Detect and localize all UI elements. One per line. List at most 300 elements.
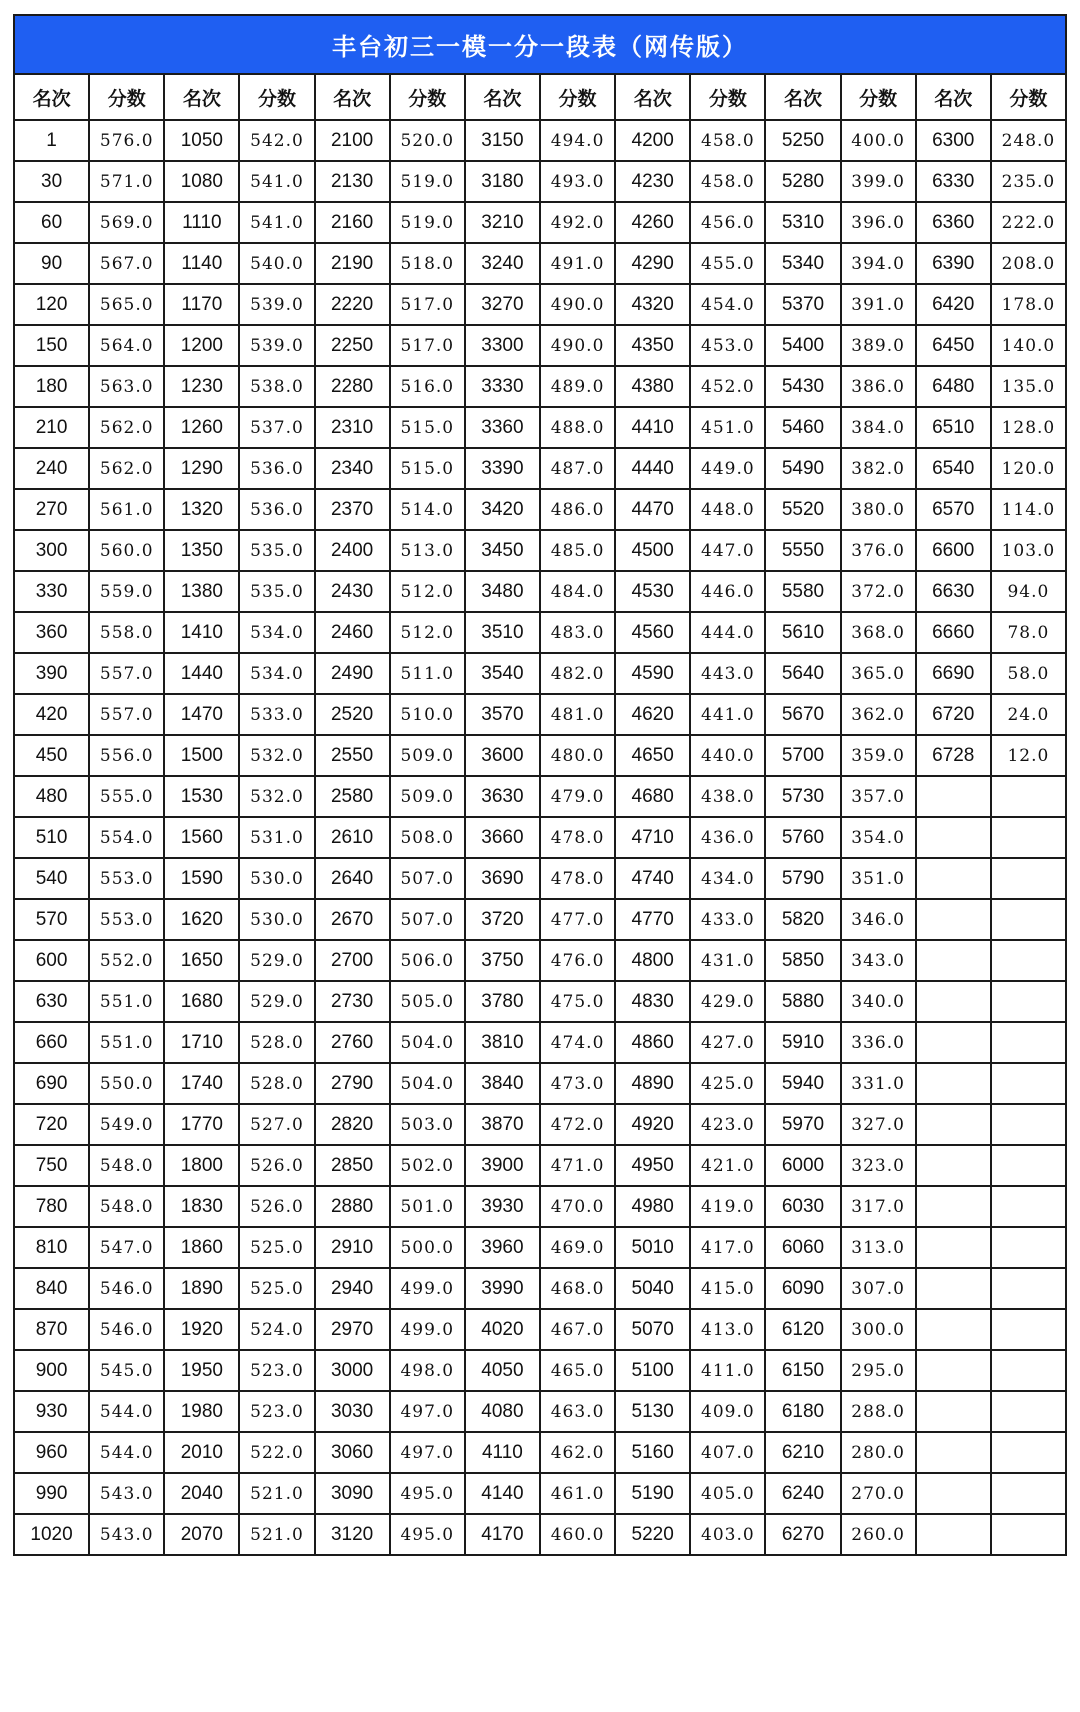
rank-cell: 150 <box>14 325 89 366</box>
rank-cell: 480 <box>14 776 89 817</box>
score-cell: 565.0 <box>89 284 164 325</box>
table-row <box>14 530 1066 571</box>
score-cell: 530.0 <box>239 858 314 899</box>
rank-cell: 1890 <box>164 1268 239 1309</box>
rank-cell: 5610 <box>765 612 840 653</box>
score-cell: 509.0 <box>390 776 465 817</box>
rank-cell <box>916 1309 991 1350</box>
rank-cell: 1800 <box>164 1145 239 1186</box>
rank-cell: 2310 <box>315 407 390 448</box>
rank-cell: 960 <box>14 1432 89 1473</box>
table-row <box>14 120 1066 161</box>
rank-cell: 840 <box>14 1268 89 1309</box>
score-cell: 463.0 <box>540 1391 615 1432</box>
table-row <box>14 694 1066 735</box>
score-cell: 103.0 <box>991 530 1066 571</box>
rank-cell: 90 <box>14 243 89 284</box>
rank-cell: 3210 <box>465 202 540 243</box>
score-cell: 534.0 <box>239 612 314 653</box>
score-cell <box>991 1268 1066 1309</box>
score-cell: 543.0 <box>89 1473 164 1514</box>
score-cell <box>991 1186 1066 1227</box>
table-row <box>14 858 1066 899</box>
header-score: 分数 <box>991 74 1066 120</box>
rank-cell: 6090 <box>765 1268 840 1309</box>
score-cell: 508.0 <box>390 817 465 858</box>
score-cell: 525.0 <box>239 1268 314 1309</box>
rank-cell: 510 <box>14 817 89 858</box>
rank-cell: 4230 <box>615 161 690 202</box>
score-cell: 551.0 <box>89 1022 164 1063</box>
score-cell: 551.0 <box>89 981 164 1022</box>
score-cell: 517.0 <box>390 284 465 325</box>
rank-cell: 2730 <box>315 981 390 1022</box>
score-cell: 567.0 <box>89 243 164 284</box>
score-cell: 516.0 <box>390 366 465 407</box>
rank-cell: 2550 <box>315 735 390 776</box>
score-table <box>13 73 1067 1556</box>
score-cell: 518.0 <box>390 243 465 284</box>
score-cell: 539.0 <box>239 325 314 366</box>
rank-cell: 6060 <box>765 1227 840 1268</box>
score-cell: 458.0 <box>690 161 765 202</box>
rank-cell: 5760 <box>765 817 840 858</box>
score-cell: 485.0 <box>540 530 615 571</box>
rank-cell: 1260 <box>164 407 239 448</box>
table-row <box>14 1104 1066 1145</box>
table-row <box>14 735 1066 776</box>
rank-cell: 4680 <box>615 776 690 817</box>
rank-cell: 3060 <box>315 1432 390 1473</box>
score-cell: 357.0 <box>841 776 916 817</box>
rank-cell: 30 <box>14 161 89 202</box>
rank-cell: 4530 <box>615 571 690 612</box>
score-cell: 479.0 <box>540 776 615 817</box>
score-cell: 452.0 <box>690 366 765 407</box>
table-row <box>14 899 1066 940</box>
score-cell: 546.0 <box>89 1309 164 1350</box>
score-cell: 539.0 <box>239 284 314 325</box>
rank-cell: 3090 <box>315 1473 390 1514</box>
rank-cell: 4200 <box>615 120 690 161</box>
rank-cell: 6150 <box>765 1350 840 1391</box>
rank-cell: 1710 <box>164 1022 239 1063</box>
rank-cell: 990 <box>14 1473 89 1514</box>
rank-cell: 6300 <box>916 120 991 161</box>
score-cell: 504.0 <box>390 1022 465 1063</box>
rank-cell: 5370 <box>765 284 840 325</box>
score-cell: 327.0 <box>841 1104 916 1145</box>
rank-cell: 180 <box>14 366 89 407</box>
rank-cell <box>916 1391 991 1432</box>
score-cell: 317.0 <box>841 1186 916 1227</box>
score-cell: 512.0 <box>390 612 465 653</box>
score-cell: 553.0 <box>89 899 164 940</box>
score-cell: 12.0 <box>991 735 1066 776</box>
score-cell: 448.0 <box>690 489 765 530</box>
rank-cell: 5340 <box>765 243 840 284</box>
score-cell: 546.0 <box>89 1268 164 1309</box>
rank-cell: 6330 <box>916 161 991 202</box>
rank-cell: 5850 <box>765 940 840 981</box>
rank-cell: 5940 <box>765 1063 840 1104</box>
score-cell: 456.0 <box>690 202 765 243</box>
rank-cell <box>916 1022 991 1063</box>
rank-cell: 1560 <box>164 817 239 858</box>
table-row <box>14 1432 1066 1473</box>
rank-cell: 5700 <box>765 735 840 776</box>
rank-cell: 3270 <box>465 284 540 325</box>
rank-cell: 240 <box>14 448 89 489</box>
score-cell: 515.0 <box>390 448 465 489</box>
score-cell <box>991 817 1066 858</box>
rank-cell: 3300 <box>465 325 540 366</box>
score-cell <box>991 1514 1066 1555</box>
score-cell <box>991 776 1066 817</box>
score-cell: 486.0 <box>540 489 615 530</box>
score-cell <box>991 858 1066 899</box>
rank-cell: 4710 <box>615 817 690 858</box>
score-cell: 436.0 <box>690 817 765 858</box>
rank-cell: 2460 <box>315 612 390 653</box>
rank-cell: 5400 <box>765 325 840 366</box>
score-cell: 541.0 <box>239 202 314 243</box>
score-cell: 533.0 <box>239 694 314 735</box>
score-cell: 248.0 <box>991 120 1066 161</box>
table-row <box>14 448 1066 489</box>
score-cell: 362.0 <box>841 694 916 735</box>
rank-cell: 6360 <box>916 202 991 243</box>
score-cell: 468.0 <box>540 1268 615 1309</box>
rank-cell: 1980 <box>164 1391 239 1432</box>
score-cell: 440.0 <box>690 735 765 776</box>
rank-cell: 6630 <box>916 571 991 612</box>
score-cell: 494.0 <box>540 120 615 161</box>
table-row <box>14 202 1066 243</box>
score-cell: 549.0 <box>89 1104 164 1145</box>
rank-cell: 2670 <box>315 899 390 940</box>
score-cell: 471.0 <box>540 1145 615 1186</box>
rank-cell <box>916 899 991 940</box>
rank-cell: 3720 <box>465 899 540 940</box>
rank-cell: 4800 <box>615 940 690 981</box>
score-cell: 295.0 <box>841 1350 916 1391</box>
rank-cell: 3000 <box>315 1350 390 1391</box>
score-cell <box>991 1022 1066 1063</box>
rank-cell: 3390 <box>465 448 540 489</box>
score-cell: 300.0 <box>841 1309 916 1350</box>
rank-cell: 2430 <box>315 571 390 612</box>
score-cell: 443.0 <box>690 653 765 694</box>
score-cell: 529.0 <box>239 940 314 981</box>
rank-cell: 5010 <box>615 1227 690 1268</box>
score-cell: 384.0 <box>841 407 916 448</box>
score-cell: 519.0 <box>390 161 465 202</box>
score-cell: 425.0 <box>690 1063 765 1104</box>
rank-cell: 4650 <box>615 735 690 776</box>
score-cell: 365.0 <box>841 653 916 694</box>
rank-cell: 1410 <box>164 612 239 653</box>
rank-cell: 3840 <box>465 1063 540 1104</box>
score-cell: 521.0 <box>239 1473 314 1514</box>
rank-cell: 1320 <box>164 489 239 530</box>
rank-cell: 1200 <box>164 325 239 366</box>
rank-cell: 300 <box>14 530 89 571</box>
rank-cell: 3540 <box>465 653 540 694</box>
score-cell: 563.0 <box>89 366 164 407</box>
rank-cell: 5460 <box>765 407 840 448</box>
score-cell: 526.0 <box>239 1145 314 1186</box>
rank-cell <box>916 1186 991 1227</box>
rank-cell: 1590 <box>164 858 239 899</box>
rank-cell: 4050 <box>465 1350 540 1391</box>
rank-cell: 2010 <box>164 1432 239 1473</box>
rank-cell: 720 <box>14 1104 89 1145</box>
score-distribution-sheet <box>13 14 1067 1556</box>
score-cell: 372.0 <box>841 571 916 612</box>
score-cell: 441.0 <box>690 694 765 735</box>
rank-cell: 930 <box>14 1391 89 1432</box>
rank-cell: 3450 <box>465 530 540 571</box>
rank-cell: 5790 <box>765 858 840 899</box>
score-cell: 489.0 <box>540 366 615 407</box>
score-cell: 434.0 <box>690 858 765 899</box>
score-cell: 135.0 <box>991 366 1066 407</box>
score-cell: 178.0 <box>991 284 1066 325</box>
table-row <box>14 407 1066 448</box>
score-cell <box>991 1227 1066 1268</box>
rank-cell: 6210 <box>765 1432 840 1473</box>
rank-cell: 1140 <box>164 243 239 284</box>
score-cell: 405.0 <box>690 1473 765 1514</box>
rank-cell: 3600 <box>465 735 540 776</box>
rank-cell: 4350 <box>615 325 690 366</box>
rank-cell: 2040 <box>164 1473 239 1514</box>
rank-cell: 4950 <box>615 1145 690 1186</box>
header-rank: 名次 <box>164 74 239 120</box>
rank-cell: 2820 <box>315 1104 390 1145</box>
score-cell: 288.0 <box>841 1391 916 1432</box>
rank-cell: 1770 <box>164 1104 239 1145</box>
rank-cell: 2850 <box>315 1145 390 1186</box>
rank-cell: 5160 <box>615 1432 690 1473</box>
rank-cell: 5820 <box>765 899 840 940</box>
rank-cell: 5040 <box>615 1268 690 1309</box>
rank-cell: 5280 <box>765 161 840 202</box>
rank-cell: 4380 <box>615 366 690 407</box>
rank-cell: 360 <box>14 612 89 653</box>
rank-cell: 1500 <box>164 735 239 776</box>
score-cell: 423.0 <box>690 1104 765 1145</box>
score-cell: 506.0 <box>390 940 465 981</box>
score-cell: 421.0 <box>690 1145 765 1186</box>
table-row <box>14 1473 1066 1514</box>
score-cell: 532.0 <box>239 776 314 817</box>
rank-cell: 6270 <box>765 1514 840 1555</box>
score-cell: 514.0 <box>390 489 465 530</box>
table-row <box>14 653 1066 694</box>
rank-cell: 5880 <box>765 981 840 1022</box>
score-cell: 557.0 <box>89 653 164 694</box>
score-cell: 413.0 <box>690 1309 765 1350</box>
rank-cell: 2190 <box>315 243 390 284</box>
rank-cell: 4290 <box>615 243 690 284</box>
score-cell: 346.0 <box>841 899 916 940</box>
score-cell: 530.0 <box>239 899 314 940</box>
score-cell: 558.0 <box>89 612 164 653</box>
header-score: 分数 <box>239 74 314 120</box>
rank-cell <box>916 817 991 858</box>
score-cell: 482.0 <box>540 653 615 694</box>
rank-cell: 450 <box>14 735 89 776</box>
table-row <box>14 571 1066 612</box>
score-cell: 484.0 <box>540 571 615 612</box>
rank-cell: 1680 <box>164 981 239 1022</box>
table-row <box>14 776 1066 817</box>
score-cell: 499.0 <box>390 1309 465 1350</box>
score-cell: 260.0 <box>841 1514 916 1555</box>
rank-cell: 2160 <box>315 202 390 243</box>
table-row <box>14 817 1066 858</box>
score-cell: 403.0 <box>690 1514 765 1555</box>
rank-cell: 5640 <box>765 653 840 694</box>
score-cell: 513.0 <box>390 530 465 571</box>
score-cell: 24.0 <box>991 694 1066 735</box>
score-cell: 541.0 <box>239 161 314 202</box>
rank-cell: 780 <box>14 1186 89 1227</box>
rank-cell: 3930 <box>465 1186 540 1227</box>
rank-cell: 3180 <box>465 161 540 202</box>
score-cell: 389.0 <box>841 325 916 366</box>
header-rank: 名次 <box>465 74 540 120</box>
table-row <box>14 1514 1066 1555</box>
score-cell: 495.0 <box>390 1514 465 1555</box>
rank-cell: 4320 <box>615 284 690 325</box>
score-cell: 487.0 <box>540 448 615 489</box>
rank-cell: 4470 <box>615 489 690 530</box>
score-cell: 538.0 <box>239 366 314 407</box>
score-cell <box>991 1473 1066 1514</box>
score-cell <box>991 1309 1066 1350</box>
score-cell: 208.0 <box>991 243 1066 284</box>
rank-cell: 4170 <box>465 1514 540 1555</box>
rank-cell: 1110 <box>164 202 239 243</box>
score-cell: 376.0 <box>841 530 916 571</box>
score-cell: 307.0 <box>841 1268 916 1309</box>
header-rank: 名次 <box>14 74 89 120</box>
score-cell: 561.0 <box>89 489 164 530</box>
rank-cell: 4770 <box>615 899 690 940</box>
rank-cell: 1350 <box>164 530 239 571</box>
rank-cell: 5520 <box>765 489 840 530</box>
rank-cell: 750 <box>14 1145 89 1186</box>
rank-cell: 3420 <box>465 489 540 530</box>
rank-cell <box>916 1063 991 1104</box>
rank-cell: 4410 <box>615 407 690 448</box>
rank-cell: 4860 <box>615 1022 690 1063</box>
score-cell: 536.0 <box>239 489 314 530</box>
rank-cell: 3660 <box>465 817 540 858</box>
score-cell: 481.0 <box>540 694 615 735</box>
score-cell: 235.0 <box>991 161 1066 202</box>
score-cell: 391.0 <box>841 284 916 325</box>
score-cell <box>991 1145 1066 1186</box>
rank-cell: 2910 <box>315 1227 390 1268</box>
score-cell <box>991 1350 1066 1391</box>
rank-cell: 60 <box>14 202 89 243</box>
score-cell: 517.0 <box>390 325 465 366</box>
rank-cell: 1470 <box>164 694 239 735</box>
score-cell: 491.0 <box>540 243 615 284</box>
rank-cell <box>916 981 991 1022</box>
rank-cell: 690 <box>14 1063 89 1104</box>
rank-cell: 6570 <box>916 489 991 530</box>
table-row <box>14 1186 1066 1227</box>
table-row <box>14 1350 1066 1391</box>
score-cell: 557.0 <box>89 694 164 735</box>
score-cell: 576.0 <box>89 120 164 161</box>
rank-cell: 3360 <box>465 407 540 448</box>
score-cell: 537.0 <box>239 407 314 448</box>
score-cell: 527.0 <box>239 1104 314 1145</box>
score-cell: 509.0 <box>390 735 465 776</box>
score-cell: 497.0 <box>390 1391 465 1432</box>
table-row <box>14 325 1066 366</box>
table-row <box>14 1063 1066 1104</box>
score-cell: 465.0 <box>540 1350 615 1391</box>
score-cell: 544.0 <box>89 1432 164 1473</box>
rank-cell: 3510 <box>465 612 540 653</box>
rank-cell: 2280 <box>315 366 390 407</box>
header-rank: 名次 <box>315 74 390 120</box>
table-row <box>14 161 1066 202</box>
score-cell: 458.0 <box>690 120 765 161</box>
score-cell: 528.0 <box>239 1063 314 1104</box>
header-score: 分数 <box>540 74 615 120</box>
score-cell: 544.0 <box>89 1391 164 1432</box>
score-cell: 507.0 <box>390 858 465 899</box>
score-cell: 526.0 <box>239 1186 314 1227</box>
rank-cell: 2340 <box>315 448 390 489</box>
score-cell: 542.0 <box>239 120 314 161</box>
rank-cell: 3150 <box>465 120 540 161</box>
header-rank: 名次 <box>615 74 690 120</box>
score-cell: 504.0 <box>390 1063 465 1104</box>
score-cell: 455.0 <box>690 243 765 284</box>
rank-cell: 5550 <box>765 530 840 571</box>
score-cell: 532.0 <box>239 735 314 776</box>
rank-cell: 6000 <box>765 1145 840 1186</box>
score-cell <box>991 1063 1066 1104</box>
table-row <box>14 1022 1066 1063</box>
score-cell: 562.0 <box>89 407 164 448</box>
rank-cell: 4260 <box>615 202 690 243</box>
score-cell: 556.0 <box>89 735 164 776</box>
rank-cell: 4140 <box>465 1473 540 1514</box>
score-cell: 399.0 <box>841 161 916 202</box>
score-cell: 550.0 <box>89 1063 164 1104</box>
score-cell: 490.0 <box>540 284 615 325</box>
score-cell: 492.0 <box>540 202 615 243</box>
score-cell: 515.0 <box>390 407 465 448</box>
rank-cell: 5070 <box>615 1309 690 1350</box>
score-cell: 382.0 <box>841 448 916 489</box>
score-cell: 528.0 <box>239 1022 314 1063</box>
rank-cell: 2640 <box>315 858 390 899</box>
score-cell: 359.0 <box>841 735 916 776</box>
rank-cell: 1860 <box>164 1227 239 1268</box>
rank-cell: 540 <box>14 858 89 899</box>
